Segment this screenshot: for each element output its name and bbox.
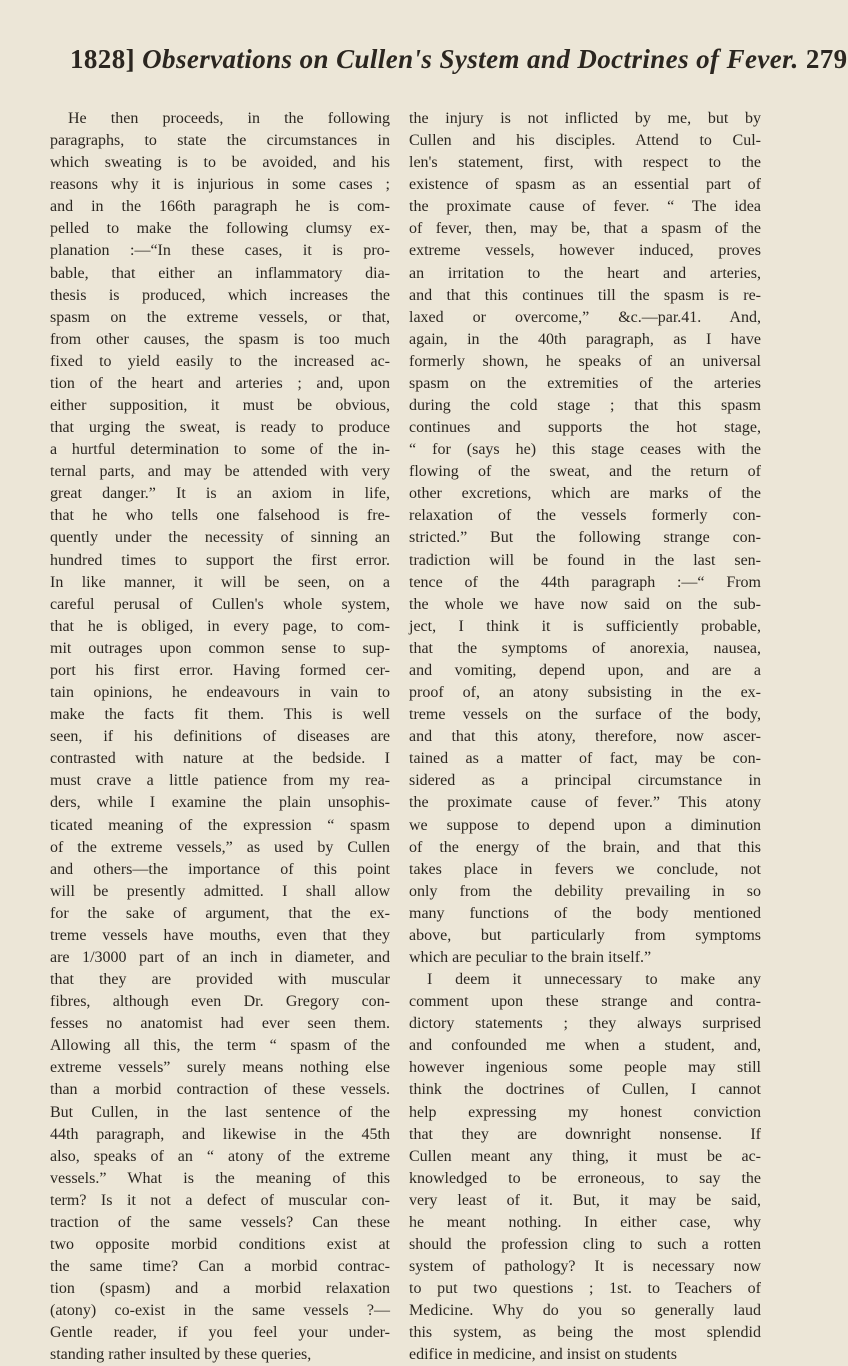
- right-text-column: [409, 108, 761, 1366]
- text-line: above, but particularly from symptoms: [409, 926, 761, 944]
- text-line: tence of the 44th paragraph :—“ From: [409, 573, 761, 591]
- page-number: 279: [805, 44, 848, 74]
- text-line: we suppose to depend upon a diminution: [409, 816, 761, 834]
- text-line: mit outrages upon common sense to sup-: [50, 639, 390, 657]
- text-line: tain opinions, he endeavours in vain to: [50, 684, 390, 702]
- text-line: again, in the 40th paragraph, as I have: [409, 330, 761, 348]
- text-line: careful perusal of Cullen's whole system,: [50, 595, 390, 613]
- text-line: ders, while I examine the plain unsophis-: [50, 794, 390, 812]
- text-line: takes place in fevers we conclude, not: [409, 860, 761, 878]
- text-line: port his first error. Having formed cer-: [50, 661, 390, 679]
- text-line: laxed or overcome,” &c.—par.41. And,: [409, 308, 761, 326]
- text-line: fixed to yield easily to the increased ac-: [50, 352, 390, 370]
- text-line: think the doctrines of Cullen, I cannot: [409, 1081, 761, 1099]
- text-line: either supposition, it must be obvious,: [50, 397, 390, 415]
- text-line: and others—the importance of this point: [50, 860, 390, 878]
- text-line: quently under the necessity of sinning an: [50, 529, 390, 547]
- text-line: ticated meaning of the expression “ spasm: [50, 816, 390, 834]
- text-line: len's statement, first, with respect to the: [409, 154, 761, 172]
- text-line: must crave a little patience from my rea-: [50, 772, 390, 790]
- text-line: extreme vessels” surely means nothing else: [50, 1059, 390, 1077]
- text-line: the whole we have now said on the sub-: [409, 595, 761, 613]
- text-line: ternal parts, and may be attended with very: [50, 463, 390, 481]
- text-line: system of pathology? It is necessary now: [409, 1258, 761, 1276]
- text-line: sidered as a principal circumstance in: [409, 772, 761, 790]
- text-line: the same time? Can a morbid contrac-: [50, 1258, 390, 1276]
- text-line: also, speaks of an “ atony of the extreme: [50, 1147, 390, 1165]
- text-line: great danger.” It is an axiom in life,: [50, 485, 390, 503]
- text-line: term? Is it not a defect of muscular con-: [50, 1191, 390, 1209]
- header-year: 1828]: [70, 44, 135, 74]
- text-line: existence of spasm as an essential part of: [409, 176, 761, 194]
- text-line: dictory statements ; they always surprised: [409, 1015, 761, 1033]
- text-line: that he is obliged, in every page, to com-: [50, 617, 390, 635]
- text-line: which are peculiar to the brain itself.”: [409, 948, 652, 966]
- text-line: (atony) co-exist in the same vessels ?—: [50, 1302, 390, 1320]
- text-line: make the facts fit them. This is well: [50, 706, 390, 724]
- text-line: fibres, although even Dr. Gregory con-: [50, 993, 390, 1011]
- text-line: an irritation to the heart and arteries,: [409, 264, 761, 282]
- text-line: formerly shown, he speaks of an universal: [409, 352, 761, 370]
- text-line: spasm on the extremities of the arteries: [409, 374, 761, 392]
- text-line: Cullen and his disciples. Attend to Cul-: [409, 132, 761, 150]
- text-line: comment upon these strange and contra-: [409, 993, 761, 1011]
- text-line: should the profession cling to such a rotten: [409, 1235, 761, 1253]
- text-line: a hurtful determination to some of the in-: [50, 441, 390, 459]
- text-line: will be presently admitted. I shall allow: [50, 882, 390, 900]
- text-line: that they are provided with muscular: [50, 971, 390, 989]
- text-line: thesis is produced, which increases the: [50, 286, 390, 304]
- text-line: flowing of the sweat, and the return of: [409, 463, 761, 481]
- text-line: In like manner, it will be seen, on a: [50, 573, 390, 591]
- text-line: treme vessels have mouths, even that they: [50, 926, 390, 944]
- text-line: pelled to make the following clumsy ex-: [50, 220, 390, 238]
- text-line: seen, if his definitions of diseases are: [50, 728, 390, 746]
- text-line: I deem it unnecessary to make any: [427, 971, 761, 989]
- text-line: that he who tells one falsehood is fre-: [50, 507, 390, 525]
- text-line: tradiction will be found in the last sen-: [409, 551, 761, 569]
- text-line: and that this continues till the spasm is re-: [409, 286, 761, 304]
- text-line: treme vessels on the surface of the body,: [409, 706, 761, 724]
- text-line: continues and supports the hot stage,: [409, 419, 761, 437]
- text-line: the proximate cause of fever. “ The idea: [409, 198, 761, 216]
- text-line: standing rather insulted by these queries,: [50, 1346, 312, 1364]
- text-line: from other causes, the spasm is too much: [50, 330, 390, 348]
- text-line: Gentle reader, if you feel your under-: [50, 1324, 390, 1342]
- text-line: he meant nothing. In either case, why: [409, 1213, 761, 1231]
- text-line: two opposite morbid conditions exist at: [50, 1235, 390, 1253]
- text-line: during the cold stage ; that this spasm: [409, 397, 761, 415]
- text-line: the injury is not inflicted by me, but by: [409, 110, 761, 127]
- text-line: for the sake of argument, that the ex-: [50, 904, 390, 922]
- text-line: ject, I think it is sufficiently probable,: [409, 617, 761, 635]
- text-line: extreme vessels, however induced, proves: [409, 242, 761, 260]
- text-line: that urging the sweat, is ready to produce: [50, 419, 390, 437]
- text-line: of the energy of the brain, and that this: [409, 838, 761, 856]
- text-line: vessels.” What is the meaning of this: [50, 1169, 390, 1187]
- text-line: relaxation of the vessels formerly con-: [409, 507, 761, 525]
- text-line: traction of the same vessels? Can these: [50, 1213, 390, 1231]
- text-line: But Cullen, in the last sentence of the: [50, 1103, 390, 1121]
- text-line: 44th paragraph, and likewise in the 45th: [50, 1125, 390, 1143]
- text-line: and vomiting, depend upon, and are a: [409, 661, 761, 679]
- running-header: [70, 44, 848, 75]
- text-line: tion (spasm) and a morbid relaxation: [50, 1280, 390, 1298]
- text-line: the proximate cause of fever.” This atony: [409, 794, 761, 812]
- text-line: which sweating is to be avoided, and his: [50, 154, 390, 172]
- text-line: to put two questions ; 1st. to Teachers of: [409, 1280, 761, 1298]
- text-line: Medicine. Why do you so generally laud: [409, 1302, 761, 1320]
- text-line: stricted.” But the following strange con-: [409, 529, 761, 547]
- text-line: knowledged to be erroneous, to say the: [409, 1169, 761, 1187]
- text-line: fesses no anatomist had ever seen them.: [50, 1015, 390, 1033]
- text-line: bable, that either an inflammatory dia-: [50, 264, 390, 282]
- text-line: edifice in medicine, and insist on students: [409, 1346, 677, 1364]
- text-line: however ingenious some people may still: [409, 1059, 761, 1077]
- text-line: tion of the heart and arteries ; and, upon: [50, 374, 390, 392]
- text-line: that the symptoms of anorexia, nausea,: [409, 639, 761, 657]
- text-line: this system, as being the most splendid: [409, 1324, 761, 1342]
- text-line: are 1/3000 part of an inch in diameter, and: [50, 948, 390, 966]
- header-title: Observations on Cullen's System and Doctrines of Fever.: [142, 44, 799, 74]
- text-line: and confounded me when a student, and,: [409, 1037, 761, 1055]
- text-line: and in the 166th paragraph he is com-: [50, 198, 390, 216]
- text-line: “ for (says he) this stage ceases with the: [409, 441, 761, 459]
- text-line: very least of it. But, it may be said,: [409, 1191, 761, 1209]
- text-line: spasm on the extreme vessels, or that,: [50, 308, 390, 326]
- text-line: planation :—“In these cases, it is pro-: [50, 242, 390, 260]
- text-line: that they are downright nonsense. If: [409, 1125, 761, 1143]
- text-line: paragraphs, to state the circumstances in: [50, 132, 390, 150]
- text-line: and that this atony, therefore, now ascer-: [409, 728, 761, 746]
- text-line: contrasted with nature at the bedside. I: [50, 750, 390, 768]
- text-line: hundred times to support the first error.: [50, 551, 390, 569]
- text-line: only from the debility prevailing in so: [409, 882, 761, 900]
- text-line: He then proceeds, in the following: [68, 110, 390, 127]
- text-line: help expressing my honest conviction: [409, 1103, 761, 1121]
- text-line: of the extreme vessels,” as used by Cullen: [50, 838, 390, 856]
- text-line: Cullen meant any thing, it must be ac-: [409, 1147, 761, 1165]
- text-line: reasons why it is injurious in some cases ;: [50, 176, 390, 194]
- text-line: many functions of the body mentioned: [409, 904, 761, 922]
- text-line: other excretions, which are marks of the: [409, 485, 761, 503]
- left-text-column: [50, 108, 390, 1366]
- text-line: than a morbid contraction of these vessels.: [50, 1081, 390, 1099]
- text-line: Allowing all this, the term “ spasm of the: [50, 1037, 390, 1055]
- text-line: of fever, then, may be, that a spasm of the: [409, 220, 761, 238]
- text-line: tained as a matter of fact, may be con-: [409, 750, 761, 768]
- text-line: proof of, an atony subsisting in the ex-: [409, 684, 761, 702]
